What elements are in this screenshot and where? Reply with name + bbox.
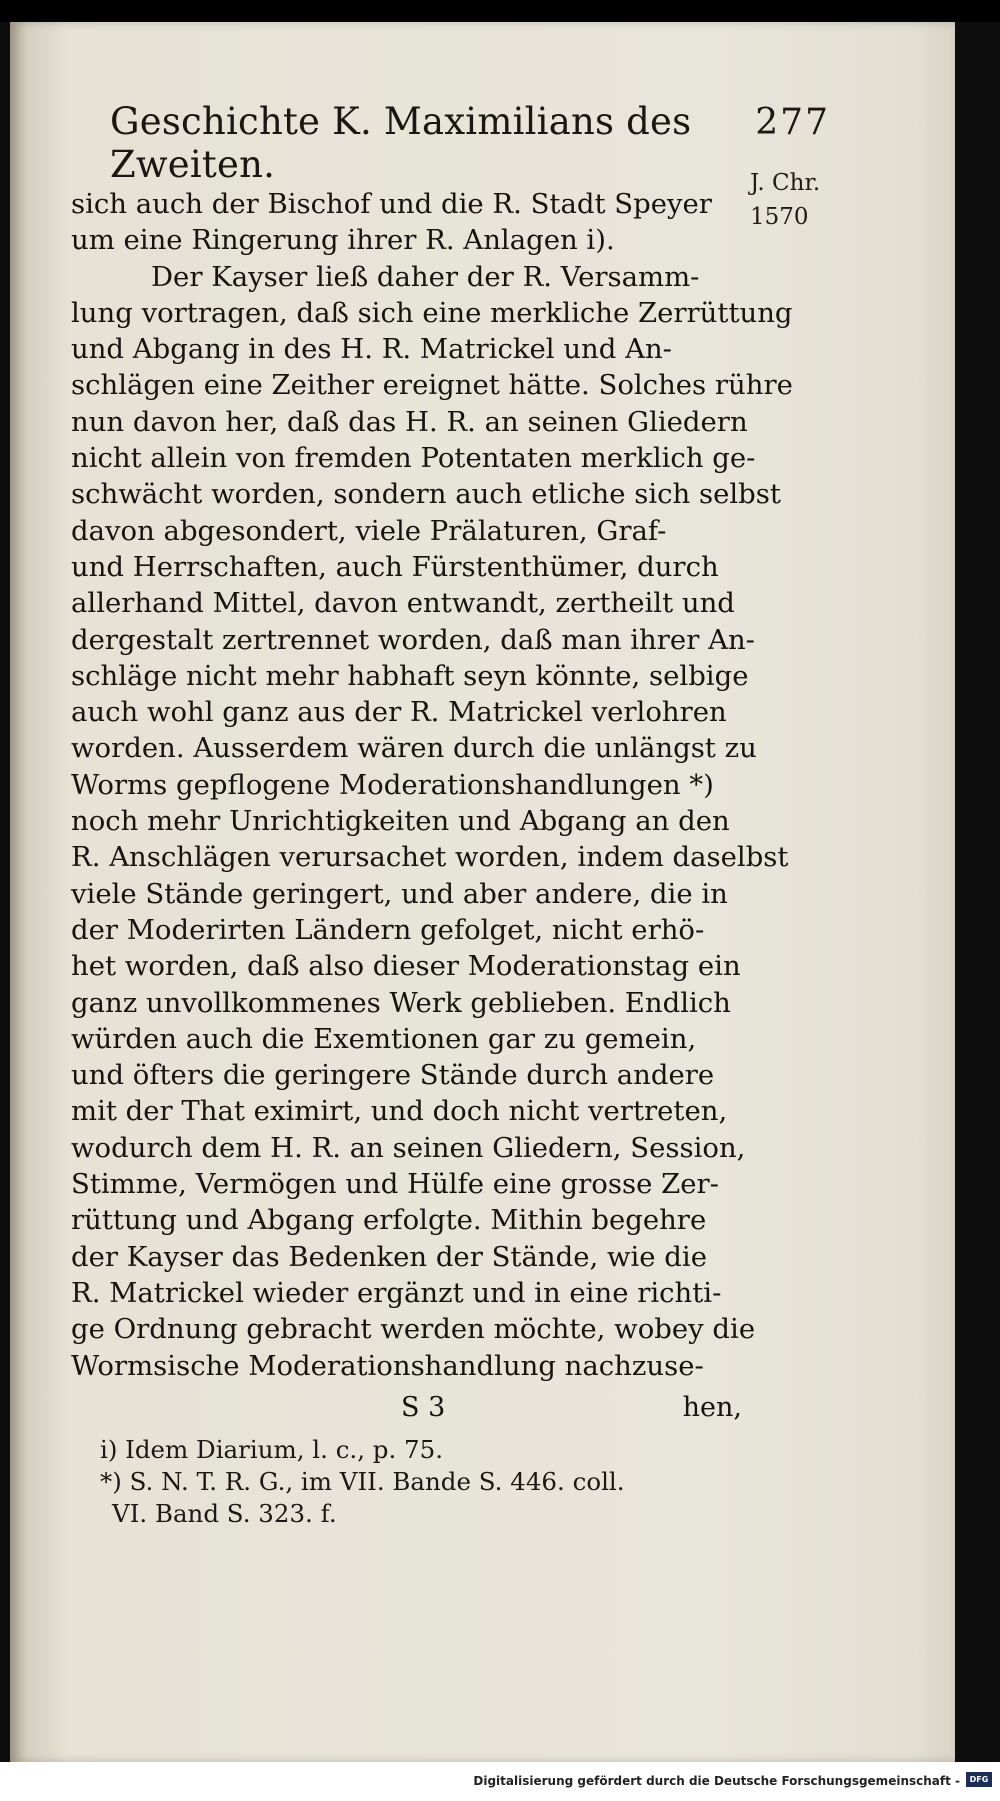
text-line: nun davon her, daß das H. R. an seinen Gliedern xyxy=(71,405,748,438)
text-line: schlägen eine Zeither ereignet hätte. Solches rühre xyxy=(71,369,793,402)
text-line: und Herrschaften, auch Fürstenthümer, durch xyxy=(71,550,719,583)
book-page xyxy=(10,22,955,1762)
text-line: wodurch dem H. R. an seinen Gliedern, Session, xyxy=(71,1131,746,1164)
running-head xyxy=(110,100,830,186)
digitization-footer xyxy=(0,1762,1000,1801)
text-line: R. Anschlägen verursachet worden, indem daselbst xyxy=(71,841,789,874)
footnote-i: i) Idem Diarium, l. c., p. 75. xyxy=(100,1435,443,1464)
catchword: hen, xyxy=(682,1392,742,1423)
text-line: Stimme, Vermögen und Hülfe eine grosse Zer- xyxy=(71,1168,719,1201)
text-line: schläge nicht mehr habhaft seyn könnte, selbige xyxy=(71,659,749,692)
text-line: schwächt worden, sondern auch etliche sich selbst xyxy=(71,478,781,511)
text-line: davon abgesondert, viele Prälaturen, Graf- xyxy=(71,514,667,547)
text-line: und Abgang in des H. R. Matrickel und An- xyxy=(71,333,672,366)
text-line: viele Stände geringert, und aber andere, die in xyxy=(71,877,728,910)
text-line: nicht allein von fremden Potentaten merklich ge- xyxy=(71,442,756,475)
text-line: R. Matrickel wieder ergänzt und in eine richti- xyxy=(71,1276,722,1309)
dfg-logo: DFG xyxy=(966,1772,992,1787)
text-line: auch wohl ganz aus der R. Matrickel verlohren xyxy=(71,696,727,729)
signature-mark: S 3 xyxy=(401,1392,446,1423)
text-line: ganz unvollkommenes Werk geblieben. Endlich xyxy=(71,986,731,1019)
text-line: würden auch die Exemtionen gar zu gemein, xyxy=(71,1022,697,1055)
text-line: mit der That eximirt, und doch nicht vertreten, xyxy=(71,1095,728,1128)
footnotes xyxy=(100,1434,760,1530)
text-line: Worms gepflogene Moderationshandlungen *) xyxy=(71,768,714,801)
running-head-title: Geschichte K. Maximilians des Zweiten. xyxy=(110,100,692,186)
text-line: noch mehr Unrichtigkeiten und Abgang an den xyxy=(71,805,730,838)
text-line: der Kayser das Bedenken der Stände, wie die xyxy=(71,1240,707,1273)
text-line: ge Ordnung gebracht werden möchte, wobey die xyxy=(71,1313,756,1346)
margin-note-year: 1570 xyxy=(750,204,809,230)
text-line: um eine Ringerung ihrer R. Anlagen i). xyxy=(71,224,615,257)
text-line: der Moderirten Ländern gefolget, nicht erhö- xyxy=(71,913,705,946)
footnote-star: *) S. N. T. R. G., im VII. Bande S. 446. coll. xyxy=(100,1467,625,1496)
page-number: 277 xyxy=(755,102,830,143)
text-line: und öfters die geringere Stände durch andere xyxy=(71,1059,715,1092)
text-line: Wormsische Moderationshandlung nachzuse- xyxy=(71,1349,704,1382)
text-line: worden. Ausserdem wären durch die unlängst zu xyxy=(71,732,757,765)
margin-note-era: J. Chr. xyxy=(750,170,821,196)
text-line: allerhand Mittel, davon entwandt, zertheilt und xyxy=(71,587,735,620)
footer-credit: Digitalisierung gefördert durch die Deutsche Forschungsgemeinschaft - xyxy=(473,1774,960,1788)
text-line: rüttung und Abgang erfolgte. Mithin begehre xyxy=(71,1204,707,1237)
footnote-star-continued: VI. Band S. 323. f. xyxy=(112,1499,337,1528)
text-line: dergestalt zertrennet worden, daß man ihrer An- xyxy=(71,623,755,656)
scan-border-top xyxy=(0,0,1000,22)
text-line: sich auch der Bischof und die R. Stadt Speyer xyxy=(71,188,712,220)
text-line: het worden, daß also dieser Moderationstag ein xyxy=(71,950,741,983)
text-line: lung vortragen, daß sich eine merkliche Zerrüttung xyxy=(71,296,793,329)
text-line: Der Kayser ließ daher der R. Versamm- xyxy=(151,260,700,293)
